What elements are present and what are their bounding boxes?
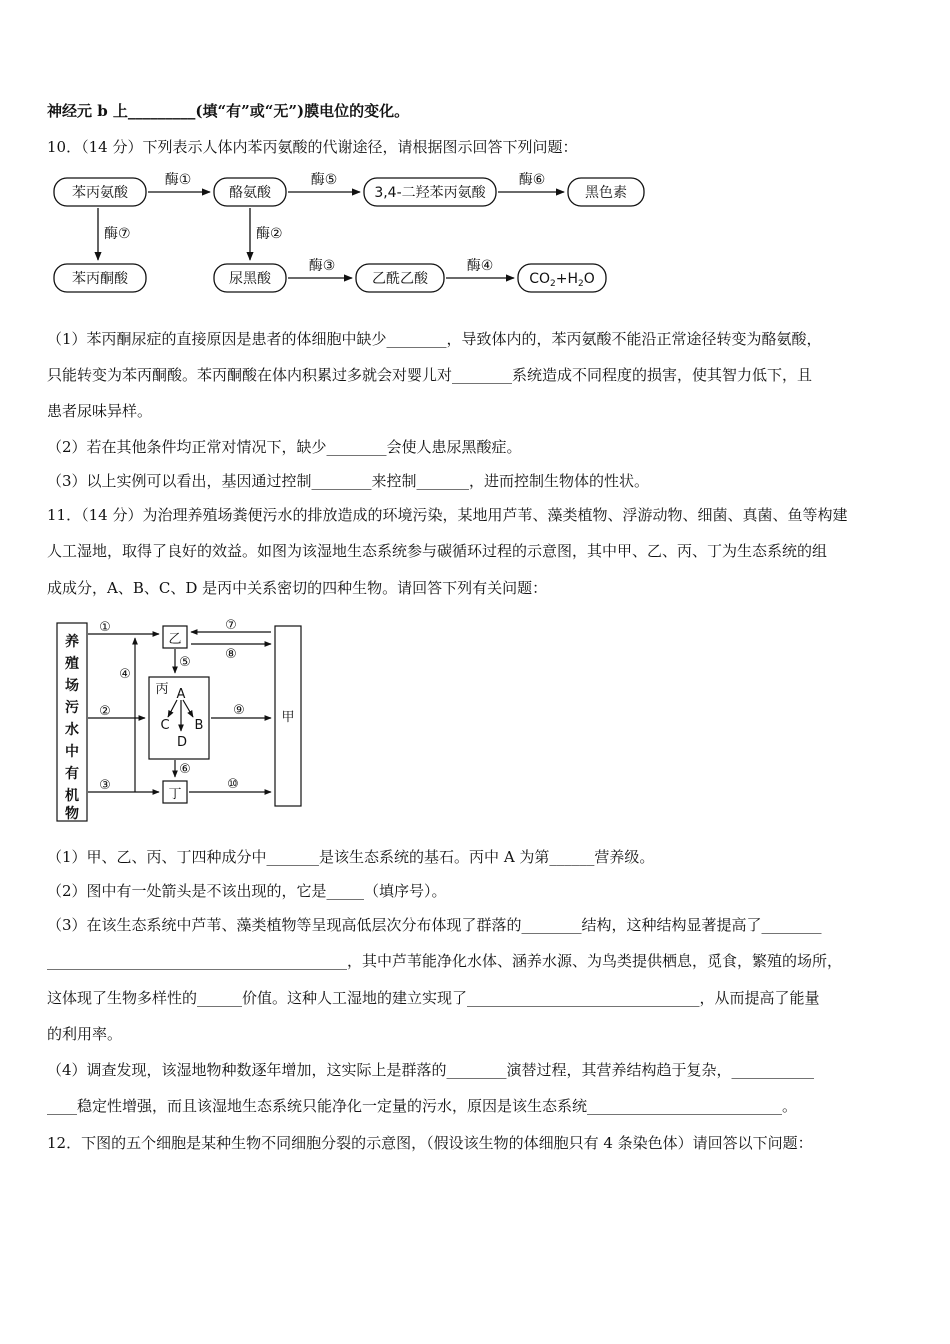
q10-part1-line3: 患者尿味异样。 <box>47 402 153 420</box>
arrow-label-5: ⑤ <box>179 655 191 670</box>
label-phenylalanine: 苯丙氨酸 <box>72 185 128 201</box>
phenylalanine-pathway-diagram <box>50 168 650 298</box>
label-bing: 丙 <box>155 682 169 697</box>
left-box-char-6: 中 <box>65 744 79 760</box>
label-organism-A: A <box>176 687 186 702</box>
label-melanin: 黑色素 <box>585 185 627 201</box>
carbon-cycle-diagram <box>55 618 315 823</box>
label-co2-h2o: $CO_2+H_2O$ <box>529 271 595 289</box>
label-acetoacetate: 乙酰乙酸 <box>372 271 428 287</box>
left-box-char-4: 污 <box>65 700 79 716</box>
q11-part3-line2: ________________________________________，其中芦苇能净化水体、涵养水源、为鸟类提供栖息，觅食，繁殖的场所， <box>47 952 843 970</box>
q11-part3-line3: 这体现了生物多样性的______价值。这种人工湿地的建立实现了_______________________________，从而提高了能量 <box>47 989 820 1007</box>
left-box-char-2: 殖 <box>65 656 79 672</box>
label-jia: 甲 <box>281 710 295 725</box>
enzyme-7-label: 酶⑦ <box>104 226 131 242</box>
q11-part4-line2: ____稳定性增强，而且该湿地生态系统只能净化一定量的污水，原因是该生态系统__________________________。 <box>47 1097 798 1115</box>
left-box-char-7: 有 <box>65 766 79 782</box>
label-tyrosine: 酪氨酸 <box>229 185 271 201</box>
text-line-neuron: 神经元 b 上_________(填“有”或“无”)膜电位的变化。 <box>47 102 410 120</box>
enzyme-5-label: 酶⑤ <box>310 172 338 188</box>
q11-part2: （2）图中有一处箭头是不该出现的，它是_____（填序号）。 <box>47 882 447 900</box>
left-box-char-1: 养 <box>65 634 79 650</box>
left-box-char-5: 水 <box>65 722 79 738</box>
q10-part1-line1: （1）苯丙酮尿症的直接原因是患者的体细胞中缺少________，导致体内的，苯丙氨酸不能沿正常途径转变为酪氨酸， <box>47 330 822 348</box>
arrow-label-3: ③ <box>99 778 111 793</box>
enzyme-3-label: 酶③ <box>308 258 336 274</box>
arrow-label-8: ⑧ <box>225 647 237 662</box>
arrow-label-7: ⑦ <box>225 618 237 633</box>
left-box-char-9: 物 <box>65 806 79 822</box>
q10-part2: （2）若在其他条件均正常对情况下，缺少________会使人患尿黑酸症。 <box>47 438 522 456</box>
left-box-char-3: 场 <box>65 678 79 694</box>
label-homogentisic-acid: 尿黑酸 <box>229 271 271 287</box>
question-10-title: 10．（14 分）下列表示人体内苯丙氨酸的代谢途径，请根据图示回答下列问题： <box>47 138 578 156</box>
q11-part3-line1: （3）在该生态系统中芦苇、藻类植物等呈现高低层次分布体现了群落的________结构，这种结构显著提高了________ <box>47 916 822 934</box>
q11-part4-line1: （4）调查发现，该湿地物种数逐年增加，这实际上是群落的________演替过程，其营养结构趋于复杂，___________ <box>47 1061 815 1079</box>
arrow-label-9: ⑨ <box>233 703 245 718</box>
arrow-label-6: ⑥ <box>179 762 191 777</box>
left-box-char-8: 机 <box>65 788 79 804</box>
q10-part1-line2: 只能转变为苯丙酮酸。苯丙酮酸在体内积累过多就会对婴儿对________系统造成不同程度的损害，使其智力低下，且 <box>47 366 813 384</box>
arrow-label-10: ⑩ <box>227 777 239 792</box>
arrow-label-1: ① <box>99 620 111 635</box>
question-12-title: 12．下图的五个细胞是某种生物不同细胞分裂的示意图，（假设该生物的体细胞只有 4 条染色体）请回答以下问题： <box>47 1134 813 1152</box>
q10-part3: （3）以上实例可以看出，基因通过控制________来控制_______，进而控制生物体的性状。 <box>47 472 650 490</box>
label-organism-C: C <box>160 718 170 733</box>
label-ding: 丁 <box>168 787 182 802</box>
question-11-line1: 11．（14 分）为治理养殖场粪便污水的排放造成的环境污染，某地用芦苇、藻类植物、浮游动物、细菌、真菌、鱼等构建 <box>47 506 848 524</box>
question-11-line2: 人工湿地，取得了良好的效益。如图为该湿地生态系统参与碳循环过程的示意图，其中甲、乙、丙、丁为生态系统的组 <box>47 542 828 560</box>
label-organism-B: B <box>194 718 204 733</box>
question-11-line3: 成成分，A、B、C、D 是丙中关系密切的四种生物。请回答下列有关问题： <box>47 579 548 597</box>
q11-part1: （1）甲、乙、丙、丁四种成分中_______是该生态系统的基石。丙中 A 为第______营养级。 <box>47 848 655 866</box>
enzyme-4-label: 酶④ <box>466 258 494 274</box>
enzyme-6-label: 酶⑥ <box>518 172 546 188</box>
label-dihydroxyphenylalanine: 3,4-二羟苯丙氨酸 <box>374 185 486 201</box>
arrow-label-2: ② <box>99 704 111 719</box>
q11-part3-line4: 的利用率。 <box>47 1025 123 1043</box>
label-phenylpyruvate: 苯丙酮酸 <box>72 271 128 287</box>
enzyme-2-label: 酶② <box>256 226 283 242</box>
arrow-label-4: ④ <box>119 667 131 682</box>
label-yi: 乙 <box>168 632 182 647</box>
label-organism-D: D <box>176 735 188 750</box>
enzyme-1-label: 酶① <box>164 172 192 188</box>
